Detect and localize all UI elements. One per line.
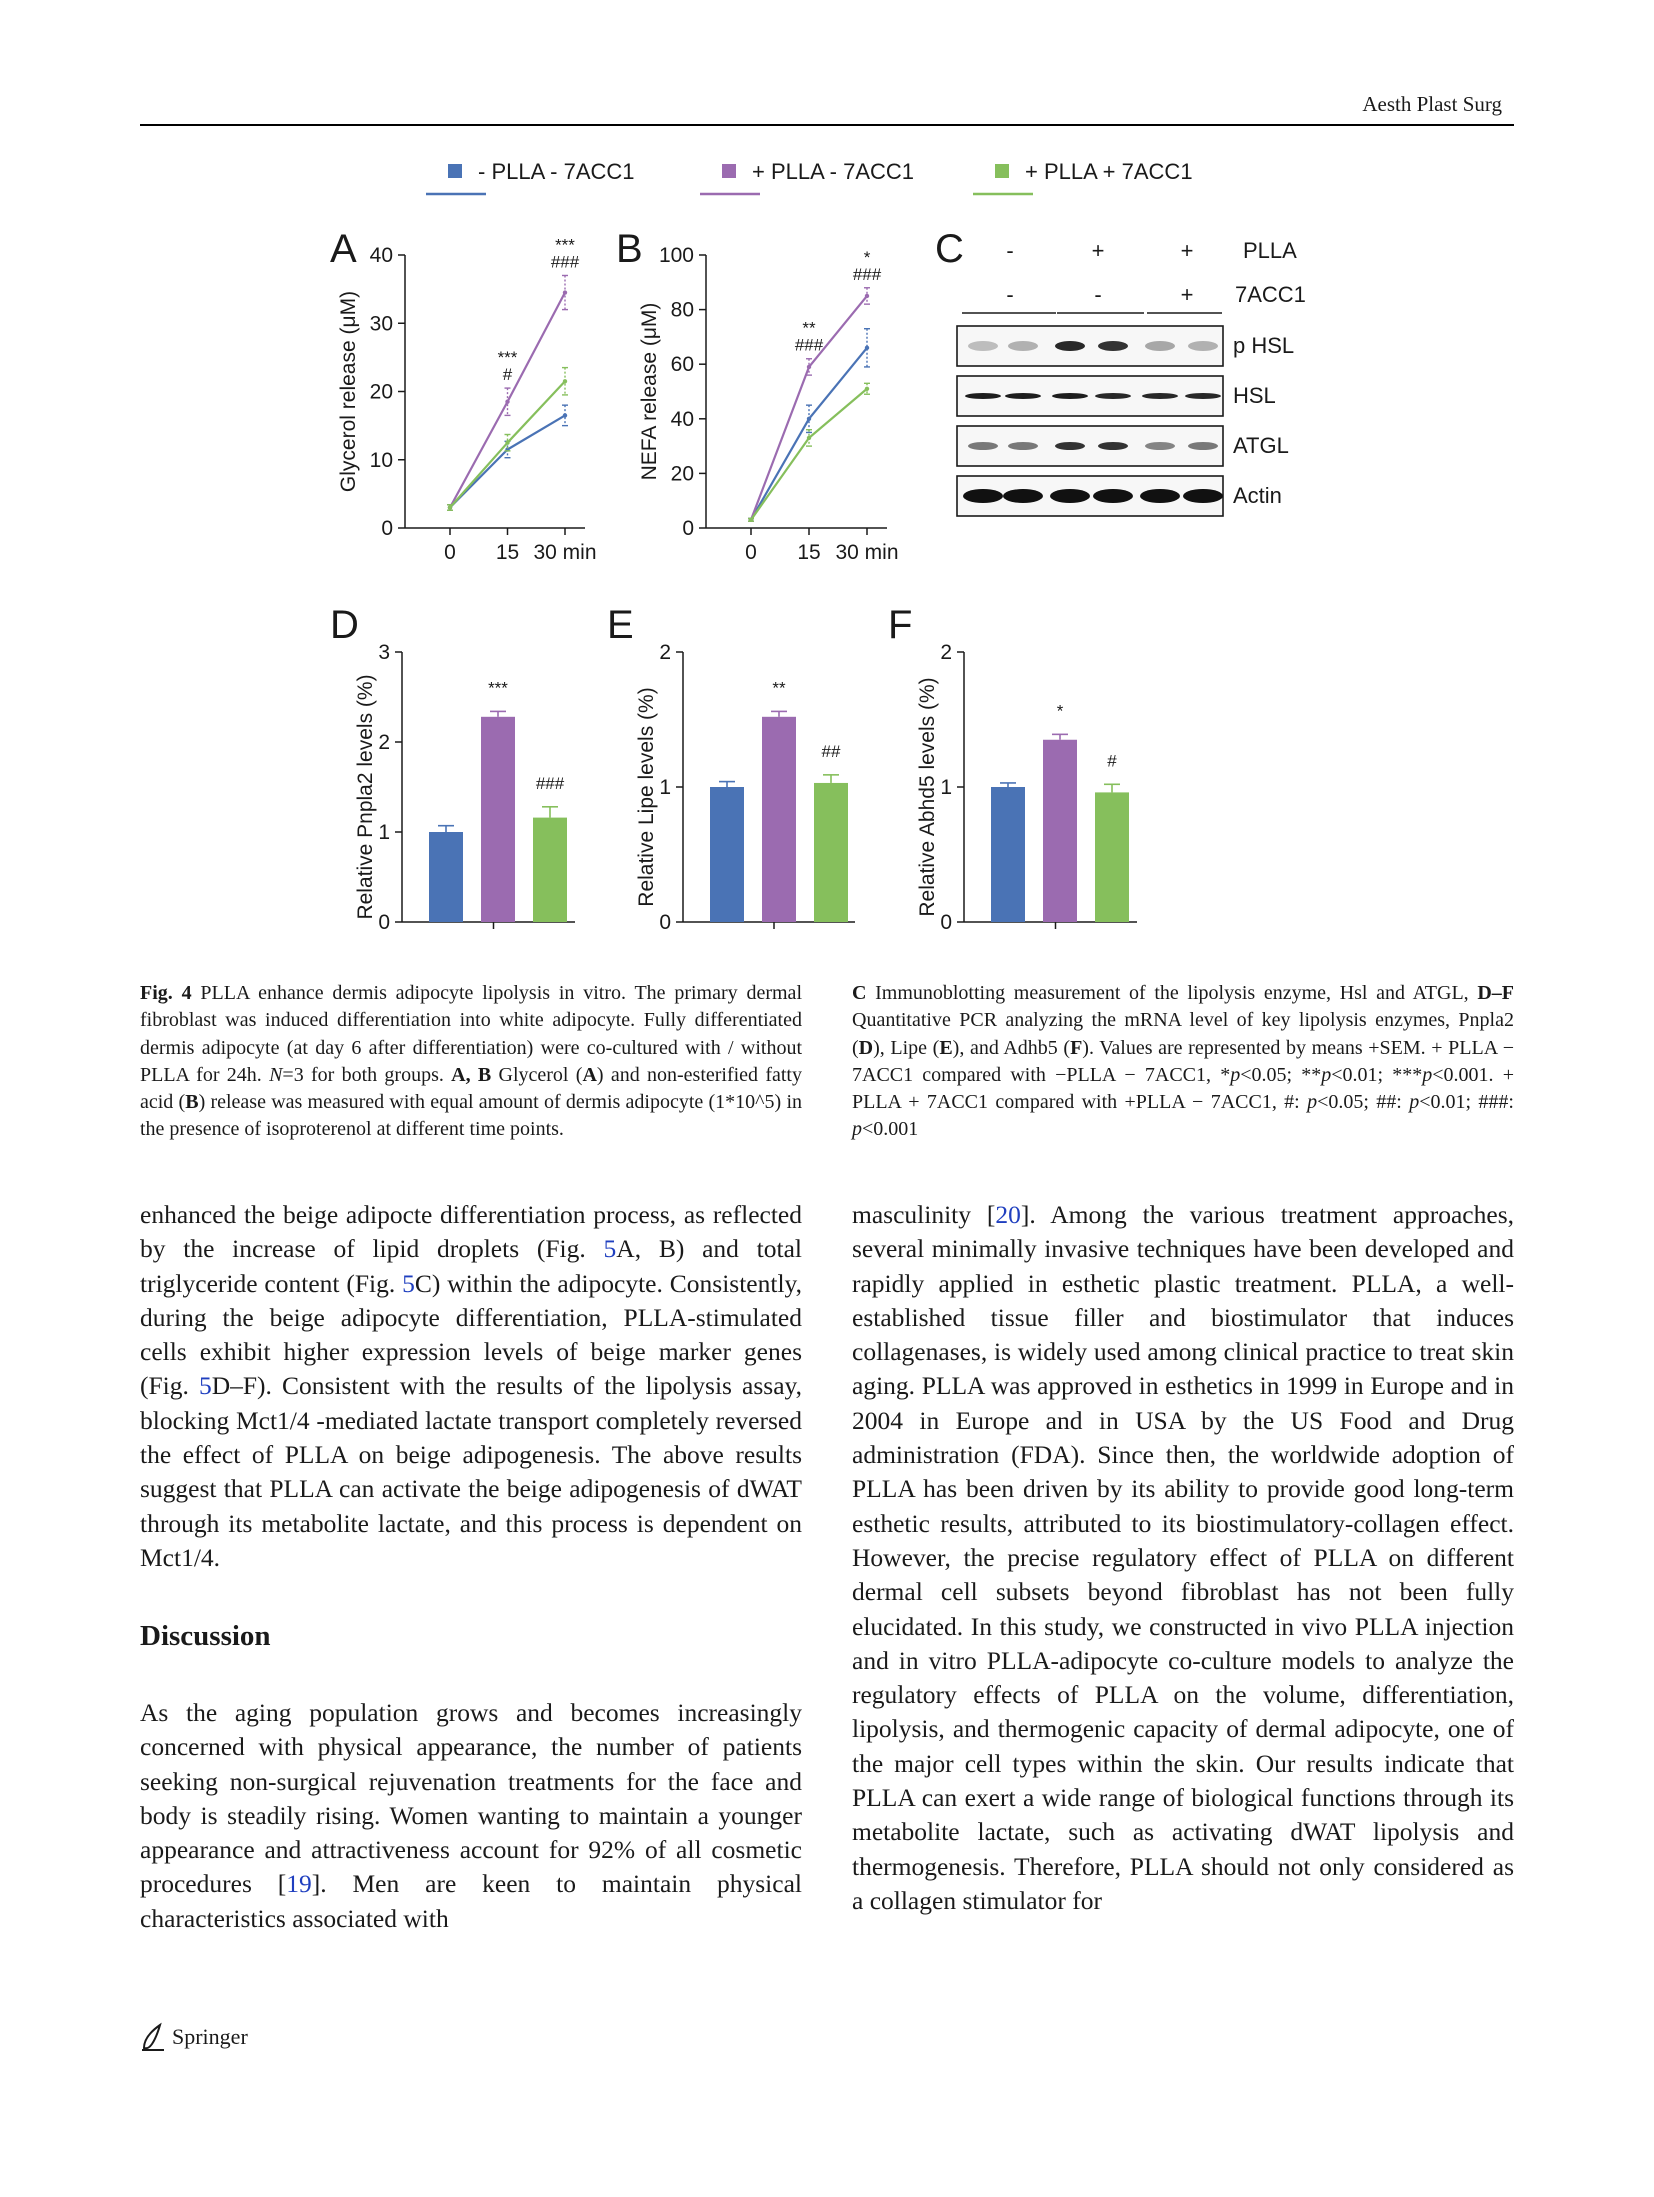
panel-letter: C — [935, 227, 964, 271]
caption-text: <0.05; ** — [1240, 1063, 1322, 1086]
caption-text: F — [1070, 1036, 1083, 1059]
bar — [1095, 792, 1129, 922]
bar — [1043, 740, 1077, 922]
significance-label: ### — [794, 335, 824, 355]
blot-protein-label: HSL — [1233, 383, 1276, 408]
figure-reference-link[interactable]: 5 — [402, 1268, 415, 1298]
y-tick-label: 40 — [369, 244, 393, 267]
bar — [533, 818, 567, 922]
data-point — [807, 436, 811, 440]
data-point — [448, 505, 452, 509]
significance-label: ## — [821, 741, 841, 761]
blot-band — [1055, 442, 1085, 450]
y-tick-label: 60 — [670, 353, 694, 377]
y-tick-label: 40 — [670, 407, 694, 431]
body-text: ]. Men are keen to maintain physical characteristics associated with — [140, 1869, 802, 1933]
significance-label: *** — [488, 678, 508, 698]
caption-text: D — [858, 1036, 874, 1059]
caption-text: ) release was measured with equal amount of dermis adipocyte (1*10^5) in the presence of isoproterenol at different time points. — [140, 1091, 802, 1141]
y-axis-label: NEFA release (μM) — [638, 302, 661, 481]
blot-protein-label: p HSL — [1233, 333, 1295, 358]
y-axis-label: Glycerol release (μM) — [337, 290, 360, 493]
section-heading-discussion: Discussion — [140, 1620, 271, 1652]
caption-text: B — [185, 1091, 199, 1114]
bar — [710, 787, 744, 922]
caption-text: A — [582, 1063, 597, 1086]
blot-band — [1098, 442, 1128, 450]
y-tick-label: 0 — [381, 517, 393, 540]
y-tick-label: 1 — [940, 776, 952, 799]
y-axis-label: Relative Lipe levels (%) — [635, 687, 658, 907]
caption-text: ), and Adhb5 ( — [952, 1036, 1071, 1059]
y-tick-label: 2 — [659, 641, 671, 664]
blot-condition-sign: + — [1180, 282, 1194, 307]
significance-label: # — [1107, 751, 1117, 771]
blot-protein-label: Actin — [1233, 483, 1282, 508]
x-tick-label: 0 — [745, 541, 757, 564]
blot-band — [1095, 393, 1131, 399]
left-column-paragraph — [140, 1198, 802, 1575]
blot-band — [1008, 341, 1038, 351]
significance-label: ** — [772, 678, 786, 698]
series-line — [450, 415, 565, 507]
y-tick-label: 0 — [940, 911, 952, 934]
data-point — [505, 440, 509, 444]
significance-label: # — [502, 365, 513, 385]
blot-protein-label: ATGL — [1233, 433, 1289, 458]
blot-band — [963, 489, 1003, 503]
right-column-paragraph — [852, 1198, 1514, 1918]
legend-label: + PLLA - 7ACC1 — [752, 159, 915, 184]
data-point — [563, 290, 567, 294]
x-tick-label: 30 min — [533, 541, 597, 564]
citation-link[interactable]: 19 — [286, 1869, 312, 1899]
y-tick-label: 0 — [378, 911, 390, 934]
body-text: C) within the adipocyte. Consistently, during the beige adipocyte differentiation, PLLA-stimulated cells exhibit higher expression levels of beige marker genes (Fig. — [140, 1268, 802, 1401]
blot-band — [1052, 393, 1088, 399]
journal-name: Aesth Plast Surg — [1362, 92, 1502, 116]
citation-link[interactable]: 20 — [995, 1200, 1021, 1229]
y-tick-label: 3 — [378, 641, 390, 664]
caption-text: A, B — [451, 1063, 492, 1086]
panel-letter: E — [607, 603, 634, 647]
blot-band — [1008, 442, 1038, 450]
y-axis-label: Relative Pnpla2 levels (%) — [354, 674, 377, 920]
caption-text: PLLA enhance dermis adipocyte lipolysis in vitro. The primary dermal fibroblast was induced differentiation into white adipocyte. Fully differentiated dermis adipocyte (at day 6 after differentiation) were co-cultured with / without PLLA for 24h. — [140, 982, 802, 1086]
caption-text: Glycerol ( — [491, 1063, 583, 1086]
panel-letter: D — [330, 603, 359, 647]
y-tick-label: 10 — [369, 448, 393, 472]
fig-label: Fig. 4 — [140, 982, 192, 1004]
springer-logo-icon — [140, 2022, 166, 2052]
data-point — [563, 413, 567, 417]
data-point — [865, 387, 869, 391]
blot-band — [1003, 489, 1043, 503]
significance-label: * — [863, 247, 871, 267]
figure-reference-link[interactable]: 5 — [603, 1234, 617, 1264]
panel-letter: B — [616, 227, 643, 271]
legend-label: + PLLA + 7ACC1 — [1025, 159, 1193, 184]
blot-band — [1140, 489, 1180, 503]
figure-caption-right — [852, 980, 1514, 1144]
caption-text: p — [1409, 1091, 1420, 1114]
caption-text: <0.01; *** — [1331, 1063, 1423, 1086]
caption-text: <0.001 — [862, 1118, 919, 1141]
caption-text: ) and non-esterified fatty acid ( — [140, 1063, 802, 1114]
caption-text: p — [1307, 1091, 1318, 1114]
caption-text: p — [852, 1118, 862, 1141]
body-text: ]. Among the various treatment approaches, several minimally invasive techniques have been developed and rapidly applied in esthetic plastic treatment. PLLA, a well-established tissue filler and biostimulator that induces collagenases, is widely used among clinical practice to treat skin aging. PLLA was approved in esthetics in 1999 in Europe and in 2004 in Europe and in USA by the US Food and Drug administration (FDA). Since then, the worldwide adoption of PLLA has been driven by its ability to provide good long-term esthetic results, attributed to its biostimulatory-collagen effect. However, the precise regulatory effect of PLLA on different dermal cell subsets beyond fibroblast has not been fully elucidated. In this study, we constructed in vivo PLLA injection and in vitro PLLA-adipocyte co-culture models to analyze the regulatory effects of PLLA on the volume, differentiation, lipolysis, and thermogenic capacity of dermal adipocyte, one of the major cell types within the skin. Our results indicate that PLLA can exert a wide range of biological functions through its metabolite lactate, such as activating dWAT lipolysis and thermogenesis. Therefore, PLLA should not only considered as a collagen stimulator for — [852, 1200, 1514, 1915]
caption-text: Immunoblotting measurement of the lipolysis enzyme, Hsl and ATGL, — [866, 982, 1478, 1004]
blot-band — [1055, 341, 1085, 351]
left-column-discussion — [140, 1696, 802, 1936]
blot-band — [968, 442, 998, 450]
blot-band — [1145, 442, 1175, 450]
series-line — [751, 389, 867, 520]
body-text: D–F). Consistent with the results of the lipolysis assay, blocking Mct1/4 -mediated lactate transport completely reversed the effect of PLLA on beige adipogenesis. The above results suggest that PLLA can activate the beige adipogenesis of dWAT through its metabolite lactate, and this process is dependent on Mct1/4. — [140, 1371, 802, 1572]
blot-condition-sign: + — [1180, 238, 1194, 263]
legend-swatch — [995, 164, 1009, 178]
data-point — [505, 400, 509, 404]
caption-text: p — [1321, 1063, 1332, 1086]
bar — [481, 717, 515, 922]
blot-band — [1098, 341, 1128, 351]
y-tick-label: 80 — [670, 298, 694, 322]
blot-condition-label: 7ACC1 — [1235, 282, 1306, 307]
blot-band — [1183, 489, 1223, 503]
blot-band — [1185, 393, 1221, 399]
significance-label: ### — [535, 773, 565, 793]
panel-letter: F — [888, 603, 913, 647]
significance-label: ### — [550, 252, 580, 272]
x-tick-label: 30 min — [835, 541, 899, 564]
y-tick-label: 0 — [682, 517, 694, 540]
caption-text: C — [852, 982, 867, 1004]
blot-condition-sign: - — [1094, 282, 1102, 307]
figure-4 — [0, 0, 1654, 960]
data-point — [865, 294, 869, 298]
blot-band — [1050, 489, 1090, 503]
caption-text: ). Values are represented by means +SEM. + PLLA − 7ACC1 compared with −PLLA − 7ACC1, * — [852, 1036, 1514, 1086]
data-point — [563, 379, 567, 383]
blot-condition-sign: - — [1006, 238, 1014, 263]
caption-text: E — [939, 1036, 953, 1059]
x-tick-label: 15 — [495, 541, 520, 564]
blot-condition-sign: + — [1091, 238, 1105, 263]
body-text: enhanced the beige adipocte differentiation process, as reflected by the increase of lipid droplets (Fig. — [140, 1200, 802, 1264]
legend-swatch — [448, 164, 462, 178]
figure-caption-left — [140, 980, 802, 1144]
caption-text: p — [1230, 1063, 1241, 1086]
caption-text: <0.05; ##: — [1317, 1091, 1410, 1114]
significance-label: ### — [852, 264, 882, 284]
significance-label: *** — [555, 235, 575, 255]
body-text: As the aging population grows and becomes increasingly concerned with physical appearance, the number of patients seeking non-surgical rejuvenation treatments for the face and body is steadily rising. Women wanting to maintain a younger appearance and attractiveness account for 92% of all cosmetic procedures [ — [140, 1698, 802, 1899]
blot-band — [965, 393, 1001, 399]
legend-label: - PLLA - 7ACC1 — [478, 159, 635, 184]
y-tick-label: 20 — [369, 380, 393, 404]
data-point — [807, 417, 811, 421]
y-tick-label: 30 — [369, 312, 393, 336]
y-tick-label: 2 — [940, 641, 952, 664]
data-point — [807, 365, 811, 369]
caption-text: Quantitative PCR analyzing the mRNA level of key lipolysis enzymes, Pnpla2 ( — [852, 1009, 1514, 1059]
blot-condition-sign: - — [1006, 282, 1014, 307]
caption-text: <0.001. + PLLA + 7ACC1 compared with +PLLA − 7ACC1, #: — [852, 1063, 1515, 1114]
publisher-name: Springer — [172, 2024, 248, 2049]
bar — [814, 783, 848, 922]
significance-label: *** — [497, 348, 518, 368]
blot-band — [1188, 341, 1218, 351]
y-tick-label: 2 — [378, 731, 390, 754]
significance-label: * — [1056, 701, 1064, 721]
y-tick-label: 20 — [670, 462, 694, 486]
figure-reference-link[interactable]: 5 — [198, 1371, 212, 1401]
blot-band — [1005, 393, 1041, 399]
blot-band — [1142, 393, 1178, 399]
blot-condition-label: PLLA — [1243, 238, 1297, 263]
panel-letter: A — [330, 227, 357, 271]
bar — [762, 717, 796, 922]
body-text: masculinity [ — [852, 1200, 996, 1229]
legend-swatch — [722, 164, 736, 178]
caption-text: N — [269, 1063, 283, 1086]
bar — [429, 832, 463, 922]
blot-band — [1188, 442, 1218, 450]
data-point — [865, 346, 869, 350]
body-text: A, B) and total triglyceride content (Fig. — [140, 1234, 802, 1298]
caption-text: p — [1422, 1063, 1433, 1086]
blot-band — [968, 341, 998, 351]
caption-text: ), Lipe ( — [873, 1036, 940, 1059]
y-axis-label: Relative Abhd5 levels (%) — [916, 677, 939, 917]
blot-band — [1093, 489, 1133, 503]
y-tick-label: 100 — [658, 244, 694, 267]
significance-label: ** — [802, 318, 816, 338]
x-tick-label: 0 — [444, 541, 456, 564]
blot-band — [1145, 341, 1175, 351]
x-tick-label: 15 — [797, 541, 821, 564]
y-tick-label: 0 — [659, 911, 671, 934]
caption-text: <0.01; ###: — [1419, 1091, 1514, 1114]
caption-text: D–F — [1477, 982, 1514, 1004]
caption-text: =3 for both groups. — [282, 1063, 452, 1086]
y-tick-label: 1 — [659, 776, 671, 799]
y-tick-label: 1 — [378, 821, 390, 844]
bar — [991, 787, 1025, 922]
footer — [140, 2022, 248, 2052]
data-point — [749, 518, 753, 522]
